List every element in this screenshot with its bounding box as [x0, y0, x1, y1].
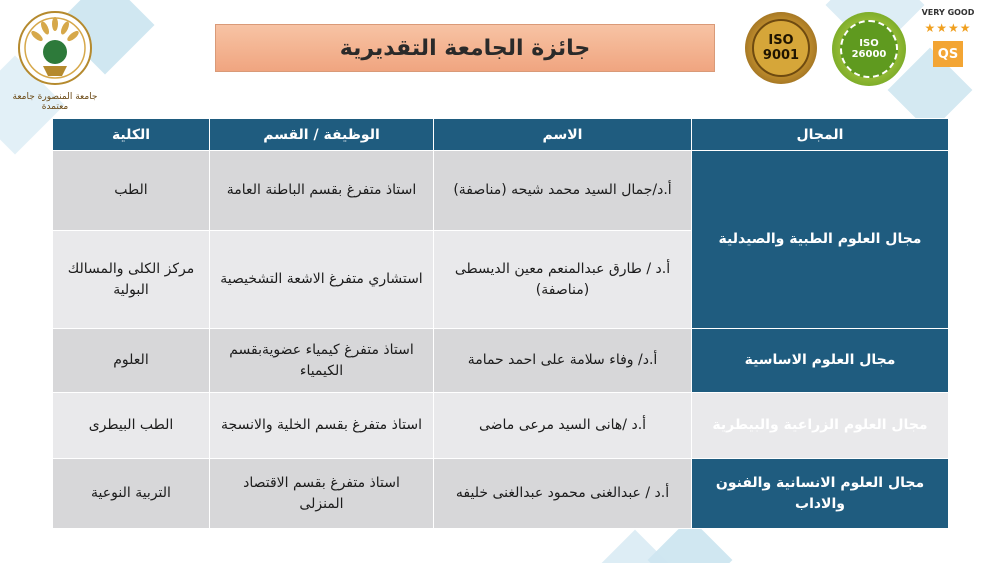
- qs-rating-badge: [918, 8, 978, 88]
- iso-9001-label: ISO 9001: [762, 33, 800, 63]
- faculty-cell: التربية النوعية: [53, 459, 210, 529]
- faculty-cell: الطب: [53, 151, 210, 231]
- page-title: جائزة الجامعة التقديرية: [215, 24, 715, 72]
- job-cell: استاذ متفرغ كيمياء عضويةبقسم الكيمياء: [210, 329, 434, 393]
- name-cell: أ.د/ وفاء سلامة على احمد حمامة: [434, 329, 692, 393]
- field-cell: مجال العلوم الاساسية: [692, 329, 949, 393]
- header-job: الوظيفة / القسم: [210, 119, 434, 151]
- iso-26000-badge: [832, 12, 906, 86]
- table-row: [53, 459, 949, 529]
- header-faculty: الكلية: [53, 119, 210, 151]
- name-cell: أ.د / عبدالغنى محمود عبدالغنى خليفه: [434, 459, 692, 529]
- table-row: [53, 329, 949, 393]
- table-row: [53, 393, 949, 459]
- header-field: المجال: [692, 119, 949, 151]
- job-cell: استاذ متفرغ بقسم الباطنة العامة: [210, 151, 434, 231]
- faculty-cell: مركز الكلى والمسالك البولية: [53, 231, 210, 329]
- job-cell: استشاري متفرغ الاشعة التشخيصية: [210, 231, 434, 329]
- iso-26000-label: ISO 26000: [851, 38, 887, 60]
- name-cell: أ.د /هانى السيد مرعى ماضى: [434, 393, 692, 459]
- field-cell: مجال العلوم الطبية والصيدلية: [692, 151, 949, 329]
- qs-rating-label: VERY GOOD: [921, 8, 975, 17]
- faculty-cell: الطب البيطرى: [53, 393, 210, 459]
- job-cell: استاذ متفرغ بقسم الخلية والانسجة: [210, 393, 434, 459]
- table-row: [53, 151, 949, 231]
- logo-caption: جامعة المنصورة جامعة معتمدة: [12, 92, 98, 112]
- name-cell: أ.د / طارق عبدالمنعم معين الديسطى (مناصفة): [434, 231, 692, 329]
- university-logo: [12, 6, 98, 106]
- name-cell: أ.د/جمال السيد محمد شيحه (مناصفة): [434, 151, 692, 231]
- header-name: الاسم: [434, 119, 692, 151]
- field-cell: مجال العلوم الزراعية والبيطرية: [692, 393, 949, 459]
- qs-logo: QS: [933, 41, 963, 67]
- stars-icon: ★★★★: [924, 21, 972, 35]
- table-header-row: [53, 119, 949, 151]
- faculty-cell: العلوم: [53, 329, 210, 393]
- iso-9001-badge: [745, 12, 817, 84]
- awards-table: [52, 118, 949, 529]
- job-cell: استاذ متفرغ بقسم الاقتصاد المنزلى: [210, 459, 434, 529]
- field-cell: مجال العلوم الانسانية والفنون والاداب: [692, 459, 949, 529]
